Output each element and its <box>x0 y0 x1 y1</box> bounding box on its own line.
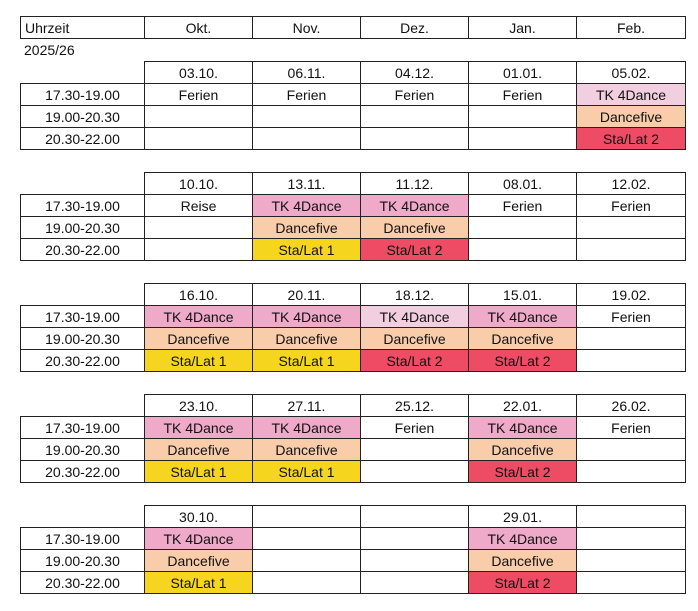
schedule-cell <box>144 216 253 239</box>
schedule-cell: TK 4Dance <box>468 416 577 439</box>
schedule-cell: Ferien <box>576 416 686 439</box>
time-slot-label: 20.30-22.00 <box>20 571 145 594</box>
time-slot-label: 20.30-22.00 <box>20 238 145 261</box>
schedule-cell <box>252 527 361 550</box>
schedule-cell <box>360 549 469 572</box>
schedule-cell <box>576 327 686 350</box>
schedule-cell: Sta/Lat 2 <box>576 127 686 150</box>
date-cell: 30.10. <box>144 505 253 528</box>
month-header-1: Nov. <box>252 16 361 39</box>
schedule-cell <box>468 216 577 239</box>
schedule-cell <box>468 105 577 128</box>
schedule-cell: Dancefive <box>252 438 361 461</box>
season-label: 2025/26 <box>24 42 75 58</box>
schedule-cell <box>360 105 469 128</box>
schedule-cell <box>252 105 361 128</box>
schedule-cell: Ferien <box>252 83 361 106</box>
schedule-cell <box>360 438 469 461</box>
schedule-cell: Dancefive <box>144 549 253 572</box>
schedule-cell: TK 4Dance <box>468 527 577 550</box>
time-slot-label: 19.00-20.30 <box>20 216 145 239</box>
schedule-cell: Dancefive <box>360 327 469 350</box>
schedule-cell: TK 4Dance <box>576 83 686 106</box>
date-cell <box>360 505 469 528</box>
time-slot-label: 17.30-19.00 <box>20 83 145 106</box>
date-cell: 01.01. <box>468 61 577 84</box>
date-cell: 23.10. <box>144 394 253 417</box>
schedule-cell: Dancefive <box>468 549 577 572</box>
time-slot-label: 20.30-22.00 <box>20 349 145 372</box>
schedule-cell: Dancefive <box>468 438 577 461</box>
schedule-cell: TK 4Dance <box>252 305 361 328</box>
month-header-4: Feb. <box>576 16 686 39</box>
schedule-cell: Reise <box>144 194 253 217</box>
schedule-cell: Ferien <box>576 194 686 217</box>
schedule-cell: TK 4Dance <box>144 416 253 439</box>
schedule-cell: Ferien <box>468 194 577 217</box>
schedule-cell <box>360 571 469 594</box>
schedule-cell: Sta/Lat 1 <box>252 460 361 483</box>
date-cell: 10.10. <box>144 172 253 195</box>
date-cell: 05.02. <box>576 61 686 84</box>
schedule-cell: Sta/Lat 2 <box>360 238 469 261</box>
schedule-cell: TK 4Dance <box>468 305 577 328</box>
schedule-cell: Dancefive <box>360 216 469 239</box>
schedule-cell: Sta/Lat 1 <box>252 238 361 261</box>
time-slot-label: 17.30-19.00 <box>20 194 145 217</box>
schedule-cell <box>144 105 253 128</box>
schedule-cell: Ferien <box>468 83 577 106</box>
schedule-cell: Ferien <box>576 305 686 328</box>
date-cell: 25.12. <box>360 394 469 417</box>
schedule-cell <box>576 216 686 239</box>
date-cell: 04.12. <box>360 61 469 84</box>
header-label: Uhrzeit <box>20 16 145 39</box>
month-header-3: Jan. <box>468 16 577 39</box>
schedule-cell <box>360 527 469 550</box>
date-cell: 06.11. <box>252 61 361 84</box>
schedule-cell: Dancefive <box>252 327 361 350</box>
schedule-cell <box>576 438 686 461</box>
time-slot-label: 17.30-19.00 <box>20 416 145 439</box>
time-slot-label: 19.00-20.30 <box>20 105 145 128</box>
date-cell: 12.02. <box>576 172 686 195</box>
month-header-2: Dez. <box>360 16 469 39</box>
schedule-cell <box>468 238 577 261</box>
time-slot-label: 20.30-22.00 <box>20 127 145 150</box>
schedule-cell <box>144 127 253 150</box>
schedule-cell <box>576 238 686 261</box>
schedule-cell: Ferien <box>144 83 253 106</box>
schedule-cell: TK 4Dance <box>252 194 361 217</box>
schedule-cell: Sta/Lat 2 <box>360 349 469 372</box>
date-cell: 22.01. <box>468 394 577 417</box>
date-cell: 15.01. <box>468 283 577 306</box>
time-slot-label: 17.30-19.00 <box>20 527 145 550</box>
schedule-cell <box>252 549 361 572</box>
time-slot-label: 17.30-19.00 <box>20 305 145 328</box>
schedule-cell: Dancefive <box>144 327 253 350</box>
date-cell <box>576 505 686 528</box>
schedule-cell <box>576 549 686 572</box>
time-slot-label: 19.00-20.30 <box>20 438 145 461</box>
date-cell: 08.01. <box>468 172 577 195</box>
date-cell: 26.02. <box>576 394 686 417</box>
time-slot-label: 20.30-22.00 <box>20 460 145 483</box>
date-cell: 29.01. <box>468 505 577 528</box>
date-cell: 20.11. <box>252 283 361 306</box>
schedule-cell: Ferien <box>360 83 469 106</box>
schedule-cell: Dancefive <box>252 216 361 239</box>
schedule-cell <box>144 238 253 261</box>
date-cell: 19.02. <box>576 283 686 306</box>
schedule-cell: Dancefive <box>144 438 253 461</box>
schedule-cell: Dancefive <box>468 327 577 350</box>
schedule-cell: Dancefive <box>576 105 686 128</box>
schedule-cell: TK 4Dance <box>360 305 469 328</box>
month-header-0: Okt. <box>144 16 253 39</box>
schedule-cell <box>576 460 686 483</box>
schedule-cell: Sta/Lat 2 <box>468 349 577 372</box>
schedule-cell <box>360 460 469 483</box>
schedule-cell: Sta/Lat 2 <box>468 571 577 594</box>
schedule-cell: TK 4Dance <box>360 194 469 217</box>
date-cell: 27.11. <box>252 394 361 417</box>
schedule-cell <box>252 127 361 150</box>
date-cell: 03.10. <box>144 61 253 84</box>
schedule-cell <box>576 349 686 372</box>
schedule-cell: TK 4Dance <box>144 527 253 550</box>
schedule-cell: TK 4Dance <box>144 305 253 328</box>
schedule-cell: Sta/Lat 1 <box>144 349 253 372</box>
date-cell: 13.11. <box>252 172 361 195</box>
schedule-cell <box>252 571 361 594</box>
time-slot-label: 19.00-20.30 <box>20 549 145 572</box>
schedule-cell: Sta/Lat 1 <box>144 460 253 483</box>
schedule-cell <box>360 127 469 150</box>
schedule-cell <box>468 127 577 150</box>
date-cell: 18.12. <box>360 283 469 306</box>
date-cell: 16.10. <box>144 283 253 306</box>
schedule-cell <box>576 571 686 594</box>
schedule-cell: Sta/Lat 1 <box>144 571 253 594</box>
schedule-cell: Sta/Lat 2 <box>468 460 577 483</box>
schedule-cell: TK 4Dance <box>252 416 361 439</box>
schedule-cell: Sta/Lat 1 <box>252 349 361 372</box>
schedule-cell: Ferien <box>360 416 469 439</box>
date-cell: 11.12. <box>360 172 469 195</box>
date-cell <box>252 505 361 528</box>
time-slot-label: 19.00-20.30 <box>20 327 145 350</box>
schedule-cell <box>576 527 686 550</box>
